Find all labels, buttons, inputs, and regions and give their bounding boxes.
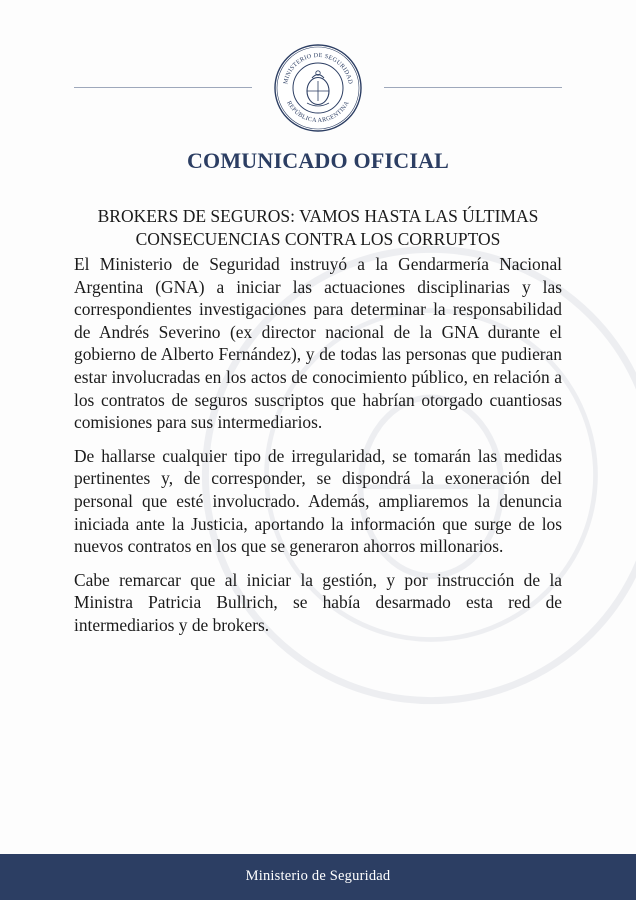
paragraph: De hallarse cualquier tipo de irregularidad, se tomarán las medidas pertinentes y, de corresponder, se dispondrá la exoneración del personal que esté involucrado. Además, ampliaremos la denuncia iniciada ante la Justicia, aportando la información que surge de los nuevos contratos en los que se generaron ahorros millonarios. bbox=[74, 445, 562, 557]
page-title: COMUNICADO OFICIAL bbox=[186, 148, 450, 173]
paragraph: El Ministerio de Seguridad instruyó a la Gendarmería Nacional Argentina (GNA) a iniciar las actuaciones disciplinarias y las correspondientes investigaciones para determinar la responsabilidad de Andrés Severino (ex director nacional de la GNA durante el gobierno de Alberto Fernández), y de todas las personas que pudieran estar involucradas en los actos de conocimiento público, en relación a los contratos de seguros suscriptos que habrían otorgado cuantiosas comisiones para sus intermediarios. bbox=[74, 254, 562, 433]
subtitle-heading: BROKERS DE SEGUROS: VAMOS HASTA LAS ÚLTIMAS CONSECUENCIAS CONTRA LOS CORRUPTOS bbox=[97, 206, 539, 249]
svg-text:REPÚBLICA ARGENTINA: REPÚBLICA ARGENTINA bbox=[285, 99, 351, 125]
svg-text:MINISTERIO DE SEGURIDAD: MINISTERIO DE SEGURIDAD bbox=[282, 51, 354, 85]
ministry-seal-icon bbox=[273, 43, 363, 133]
header-rule-right bbox=[384, 87, 562, 88]
header-rule-left bbox=[74, 87, 252, 88]
footer-bar bbox=[0, 854, 636, 900]
footer-label: Ministerio de Seguridad bbox=[245, 868, 391, 884]
paragraph: Cabe remarcar que al iniciar la gestión, y por instrucción de la Ministra Patricia Bullrich, se había desarmado esta red de intermediarios y de brokers. bbox=[74, 569, 562, 635]
body-text bbox=[74, 253, 562, 648]
